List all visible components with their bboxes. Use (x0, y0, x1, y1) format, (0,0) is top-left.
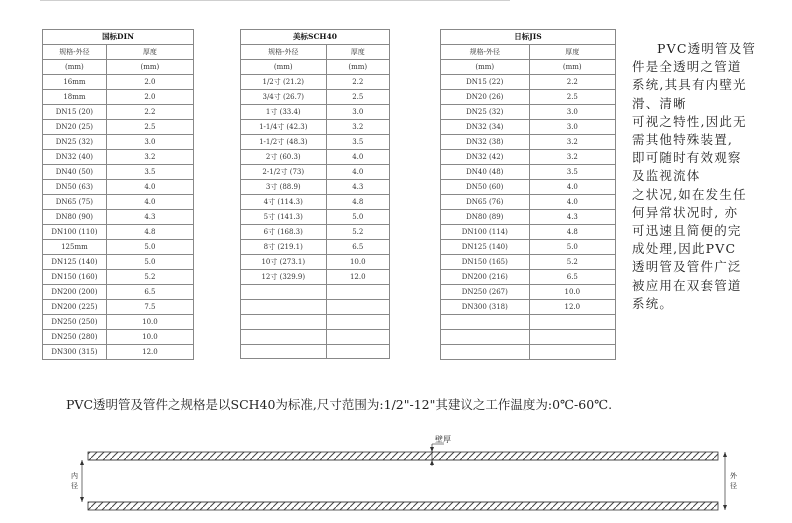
table-row (43, 120, 194, 135)
description-line: 可视之特性,因此无 (632, 113, 747, 129)
description-line: 滑、清晰 (632, 95, 687, 111)
spec-cell (241, 299, 327, 314)
table-row (241, 105, 390, 120)
thickness-cell: 10.0 (106, 330, 193, 345)
description-line: 被应用在双套管道 (632, 277, 742, 293)
spec-cell: DN150 (165) (441, 255, 530, 270)
description-line: 之状况,如在发生任 (632, 186, 747, 202)
din-unit-spec: (mm) (43, 60, 107, 75)
table-row (43, 300, 194, 315)
thickness-cell: 3.2 (529, 135, 615, 150)
description-line: 成处理,因此PVC (632, 241, 737, 257)
thickness-cell: 4.0 (326, 165, 389, 180)
jis-unit-thickness: (mm) (529, 60, 615, 75)
spec-cell: DN100 (110) (43, 225, 107, 240)
thickness-cell: 5.0 (326, 210, 389, 225)
table-row (441, 210, 616, 225)
sch40-header-thickness: 厚度 (326, 45, 389, 60)
thickness-cell: 4.3 (106, 210, 193, 225)
thickness-cell: 4.0 (106, 180, 193, 195)
spec-cell: DN32 (42) (441, 150, 530, 165)
spec-cell: DN32 (40) (43, 150, 107, 165)
spec-cell: DN100 (114) (441, 225, 530, 240)
spec-cell: 12寸 (329.9) (241, 270, 327, 285)
thickness-cell: 10.0 (326, 255, 389, 270)
description-line: 何异常状况时, 亦 (632, 204, 739, 220)
sch40-unit-thickness: (mm) (326, 60, 389, 75)
table-row (241, 75, 390, 90)
thickness-cell: 2.5 (529, 90, 615, 105)
table-row (441, 270, 616, 285)
table-row (241, 285, 390, 300)
spec-cell: DN125 (140) (441, 240, 530, 255)
spec-cell (441, 329, 530, 344)
thickness-cell: 5.0 (106, 240, 193, 255)
thickness-cell: 2.5 (106, 120, 193, 135)
table-row (241, 165, 390, 180)
spec-cell: DN20 (25) (43, 120, 107, 135)
table-row (241, 225, 390, 240)
table-row (43, 315, 194, 330)
table-row (441, 105, 616, 120)
spec-cell: 2-1/2寸 (73) (241, 165, 327, 180)
thickness-cell: 5.2 (326, 225, 389, 240)
spec-cell: DN200 (200) (43, 285, 107, 300)
table-row (441, 120, 616, 135)
thickness-cell: 4.3 (326, 180, 389, 195)
description-line: PVC透明管及管 (657, 41, 757, 56)
spec-cell: DN25 (32) (43, 135, 107, 150)
spec-cell: DN40 (48) (441, 165, 530, 180)
table-row (441, 315, 616, 330)
thickness-cell: 2.0 (106, 90, 193, 105)
table-row (43, 150, 194, 165)
spec-note: PVC透明管及管件之规格是以SCH40为标准,尺寸范围为:1/2"-12"其建议之工作温度为:0℃-60℃. (66, 397, 613, 412)
thickness-cell: 12.0 (326, 270, 389, 285)
description-line: 可迅速且简便的完 (632, 223, 742, 239)
table-row (441, 225, 616, 240)
table-row (43, 165, 194, 180)
thickness-cell: 10.0 (106, 315, 193, 330)
thickness-cell: 7.5 (106, 300, 193, 315)
pipe-cross-section-diagram (0, 430, 792, 523)
inner-diameter-label-1: 内 (71, 472, 78, 480)
table-row (43, 195, 194, 210)
top-divider (40, 0, 510, 1)
spec-cell: DN200 (216) (441, 270, 530, 285)
thickness-cell: 3.5 (529, 165, 615, 180)
thickness-cell (529, 315, 615, 330)
description-line: 即可随时有效观察 (632, 150, 742, 166)
table-row (43, 330, 194, 345)
thickness-cell: 3.0 (529, 120, 615, 135)
jis-header-thickness: 厚度 (529, 45, 615, 60)
spec-cell: 10寸 (273.1) (241, 255, 327, 270)
product-description (632, 40, 774, 313)
thickness-cell (529, 344, 615, 359)
table-row (43, 270, 194, 285)
sch40-table-title: 美标SCH40 (241, 30, 390, 45)
thickness-cell: 2.2 (326, 75, 389, 90)
outer-diameter-label-1: 外 (730, 472, 737, 480)
spec-cell (241, 329, 327, 344)
table-row (241, 299, 390, 314)
table-row (441, 150, 616, 165)
table-row (43, 240, 194, 255)
thickness-cell: 12.0 (106, 345, 193, 360)
thickness-cell: 4.8 (529, 225, 615, 240)
spec-cell: DN25 (32) (441, 105, 530, 120)
din-header-thickness: 厚度 (106, 45, 193, 60)
table-row (441, 90, 616, 105)
thickness-cell: 5.2 (106, 270, 193, 285)
thickness-cell: 4.0 (106, 195, 193, 210)
spec-cell: 5寸 (141.3) (241, 210, 327, 225)
thickness-cell: 4.8 (106, 225, 193, 240)
thickness-cell (326, 329, 389, 344)
spec-cell (241, 344, 327, 359)
table-row (241, 195, 390, 210)
thickness-cell: 4.8 (326, 195, 389, 210)
thickness-cell: 5.0 (529, 240, 615, 255)
table-row (441, 329, 616, 344)
spec-cell: DN50 (60) (441, 180, 530, 195)
sch40-unit-spec: (mm) (241, 60, 327, 75)
description-line: 系统,其具有内壁光 (632, 77, 747, 93)
table-row (241, 314, 390, 329)
thickness-cell: 3.0 (326, 105, 389, 120)
thickness-cell: 6.5 (529, 270, 615, 285)
table-row (441, 300, 616, 315)
thickness-cell: 5.0 (106, 255, 193, 270)
pipe-bottom-wall (88, 502, 718, 510)
table-row (441, 240, 616, 255)
thickness-cell: 5.2 (529, 255, 615, 270)
spec-cell: DN32 (34) (441, 120, 530, 135)
table-row (241, 329, 390, 344)
thickness-cell: 2.5 (326, 90, 389, 105)
table-row (43, 90, 194, 105)
spec-cell: 1寸 (33.4) (241, 105, 327, 120)
table-row (43, 345, 194, 360)
spec-cell: 16mm (43, 75, 107, 90)
description-line: 系统。 (632, 295, 674, 311)
spec-cell: DN65 (75) (43, 195, 107, 210)
spec-cell: DN32 (38) (441, 135, 530, 150)
thickness-cell: 2.0 (106, 75, 193, 90)
spec-cell: DN250 (250) (43, 315, 107, 330)
table-row (241, 135, 390, 150)
table-row (43, 225, 194, 240)
table-row (43, 135, 194, 150)
spec-cell: 125mm (43, 240, 107, 255)
description-line: 及监视流体 (632, 168, 701, 184)
spec-cell: 1/2寸 (21.2) (241, 75, 327, 90)
spec-cell (241, 285, 327, 300)
thickness-cell: 3.5 (326, 135, 389, 150)
thickness-cell: 4.0 (529, 195, 615, 210)
thickness-cell: 6.5 (326, 240, 389, 255)
table-row (441, 285, 616, 300)
spec-cell: DN40 (50) (43, 165, 107, 180)
table-row (441, 75, 616, 90)
table-row (241, 240, 390, 255)
table-row (441, 255, 616, 270)
jis-header-spec: 规格-外径 (441, 45, 530, 60)
sch40-spec-table (240, 29, 390, 359)
table-row (43, 255, 194, 270)
table-row (241, 344, 390, 359)
spec-cell: DN125 (140) (43, 255, 107, 270)
description-line: 透明管及管件广泛 (632, 259, 742, 275)
spec-cell: DN200 (225) (43, 300, 107, 315)
thickness-cell (326, 299, 389, 314)
spec-cell: DN15 (22) (441, 75, 530, 90)
wall-thickness-label: 壁厚 (435, 435, 451, 444)
spec-cell: DN80 (90) (43, 210, 107, 225)
spec-cell: 4寸 (114.3) (241, 195, 327, 210)
din-table-title: 国标DIN (43, 30, 194, 45)
thickness-cell: 10.0 (529, 285, 615, 300)
sch40-header-spec: 规格-外径 (241, 45, 327, 60)
spec-cell: DN250 (280) (43, 330, 107, 345)
table-row (441, 165, 616, 180)
table-row (441, 195, 616, 210)
spec-cell: DN20 (26) (441, 90, 530, 105)
table-row (43, 75, 194, 90)
table-row (241, 210, 390, 225)
din-spec-table (42, 29, 194, 360)
thickness-cell (326, 285, 389, 300)
table-row (43, 105, 194, 120)
description-line: 需其他特殊装置, (632, 132, 734, 148)
table-row (43, 210, 194, 225)
table-row (241, 270, 390, 285)
outer-diameter-label-2: 径 (730, 482, 737, 490)
jis-unit-spec: (mm) (441, 60, 530, 75)
spec-cell: 1-1/4寸 (42.3) (241, 120, 327, 135)
thickness-cell: 3.2 (326, 120, 389, 135)
spec-cell: 6寸 (168.3) (241, 225, 327, 240)
thickness-cell: 4.0 (529, 180, 615, 195)
thickness-cell: 3.2 (529, 150, 615, 165)
thickness-cell (326, 344, 389, 359)
spec-cell (241, 314, 327, 329)
spec-cell: DN150 (160) (43, 270, 107, 285)
thickness-cell: 12.0 (529, 300, 615, 315)
jis-spec-table (440, 29, 616, 360)
din-unit-thickness: (mm) (106, 60, 193, 75)
table-row (241, 150, 390, 165)
spec-cell: 3寸 (88.9) (241, 180, 327, 195)
thickness-cell: 3.0 (106, 135, 193, 150)
thickness-cell: 3.5 (106, 165, 193, 180)
table-row (441, 180, 616, 195)
spec-cell: 1-1/2寸 (48.3) (241, 135, 327, 150)
jis-table-title: 日标JIS (441, 30, 616, 45)
table-row (441, 344, 616, 359)
spec-cell: 18mm (43, 90, 107, 105)
table-row (43, 285, 194, 300)
table-row (241, 120, 390, 135)
table-row (241, 255, 390, 270)
thickness-cell: 2.2 (529, 75, 615, 90)
spec-cell: DN300 (318) (441, 300, 530, 315)
spec-cell: DN50 (63) (43, 180, 107, 195)
thickness-cell: 6.5 (106, 285, 193, 300)
spec-cell: 3/4寸 (26.7) (241, 90, 327, 105)
spec-cell (441, 344, 530, 359)
table-row (241, 180, 390, 195)
thickness-cell: 2.2 (106, 105, 193, 120)
thickness-cell: 3.2 (106, 150, 193, 165)
spec-cell: DN65 (76) (441, 195, 530, 210)
thickness-cell (326, 314, 389, 329)
spec-cell (441, 315, 530, 330)
inner-diameter-label-2: 径 (71, 482, 78, 490)
spec-cell: 8寸 (219.1) (241, 240, 327, 255)
spec-cell: 2寸 (60.3) (241, 150, 327, 165)
spec-cell: DN250 (267) (441, 285, 530, 300)
thickness-cell: 4.0 (326, 150, 389, 165)
spec-cell: DN80 (89) (441, 210, 530, 225)
din-header-spec: 规格-外径 (43, 45, 107, 60)
spec-cell: DN15 (20) (43, 105, 107, 120)
table-row (43, 180, 194, 195)
table-row (441, 135, 616, 150)
description-line: 件是全透明之管道 (632, 59, 742, 75)
thickness-cell: 4.3 (529, 210, 615, 225)
thickness-cell: 3.0 (529, 105, 615, 120)
spec-cell: DN300 (315) (43, 345, 107, 360)
thickness-cell (529, 329, 615, 344)
table-row (241, 90, 390, 105)
pipe-top-wall (88, 452, 718, 460)
